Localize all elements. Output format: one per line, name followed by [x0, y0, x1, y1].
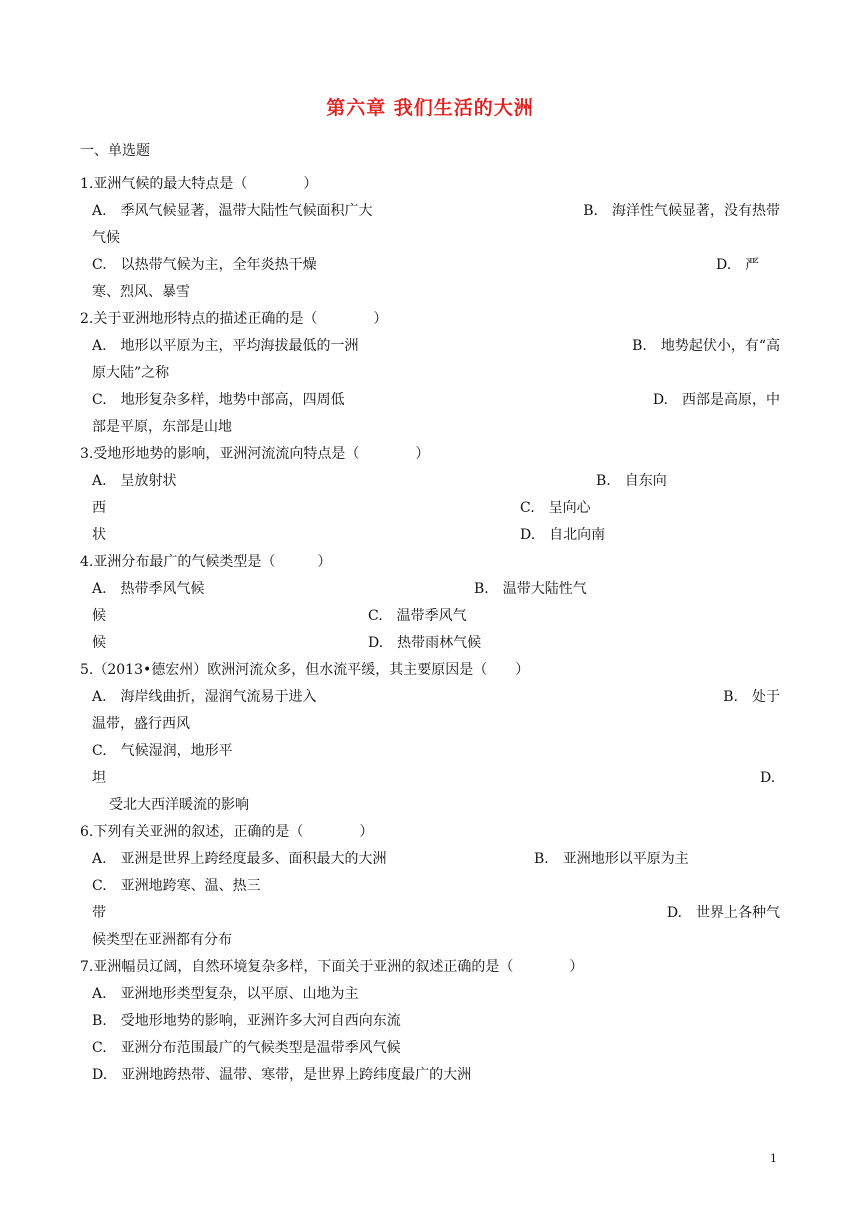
- question-text: 3.受地形地势的影响，亚洲河流流向特点是（ ）: [80, 446, 430, 462]
- option-d: D. 热带雨林气候: [368, 635, 482, 651]
- option-a: A. 热带季风气候: [92, 581, 205, 597]
- option-b: B. 自东向: [596, 473, 667, 489]
- question-1-row-4: [80, 282, 780, 302]
- question-6-row-3: [80, 903, 780, 923]
- question-5-row-1: [80, 687, 780, 707]
- question-7-stem: [80, 957, 780, 977]
- option-c: C. 温带季风气: [368, 608, 467, 624]
- question-7-row-3: [80, 1038, 780, 1058]
- question-5-row-3: [80, 741, 780, 761]
- option-d: D. 亚洲地跨热带、温带、寒带，是世界上跨纬度最广的大洲: [92, 1067, 472, 1083]
- question-text: 4.亚洲分布最广的气候类型是（ ）: [80, 554, 332, 570]
- option-b-cont: 候: [92, 608, 106, 624]
- question-text: 6.下列有关亚洲的叙述，正确的是（ ）: [80, 824, 374, 840]
- option-c: C. 亚洲分布范围最广的气候类型是温带季风气候: [92, 1040, 401, 1056]
- question-1-row-2: [80, 228, 780, 248]
- question-7-row-2: [80, 1011, 780, 1031]
- question-2-stem: [80, 309, 780, 329]
- section-label: 一、单选题: [80, 143, 150, 159]
- option-d: D. 西部是高原，中: [652, 392, 780, 408]
- option-c: C. 以热带气候为主，全年炎热干燥: [92, 257, 317, 273]
- option-b: B. 处于: [723, 689, 780, 705]
- option-d: D. 自北向南: [520, 527, 606, 543]
- option-d-cont: 寒、烈风、暴雪: [92, 284, 190, 300]
- option-b-cont: 温带，盛行西风: [92, 716, 190, 732]
- question-5-row-2: [80, 714, 780, 734]
- question-2-row-4: [80, 417, 780, 437]
- question-text: 2.关于亚洲地形特点的描述正确的是（ ）: [80, 311, 388, 327]
- option-b: B. 海洋性气候显著，没有热带: [583, 203, 780, 219]
- option-d-cont: 部是平原，东部是山地: [92, 419, 232, 435]
- option-a: A. 地形以平原为主，平均海拔最低的一洲: [92, 338, 359, 354]
- option-c-cont: 带: [92, 905, 106, 921]
- question-1-row-3: [80, 255, 780, 275]
- question-3-row-2: [80, 498, 780, 518]
- option-d: D. 严: [716, 257, 760, 273]
- question-text: 7.亚洲幅员辽阔，自然环境复杂多样，下面关于亚洲的叙述正确的是（ ）: [80, 959, 584, 975]
- question-2-row-2: [80, 363, 780, 383]
- question-3-stem: [80, 444, 780, 464]
- option-d: D. 世界上各种气: [666, 905, 780, 921]
- question-5-stem: [80, 660, 780, 680]
- option-b-cont: 原大陆”之称: [92, 365, 170, 381]
- section-heading: [80, 141, 780, 161]
- question-4-stem: [80, 552, 780, 572]
- option-a: A. 呈放射状: [92, 473, 177, 489]
- option-a: A. 亚洲地形类型复杂，以平原、山地为主: [92, 986, 359, 1002]
- option-d-cont: 受北大西洋暖流的影响: [109, 797, 249, 813]
- option-b: B. 地势起伏小，有“高: [632, 338, 780, 354]
- question-5-row-5: [80, 795, 780, 815]
- question-4-row-3: [80, 633, 780, 653]
- question-6-row-4: [80, 930, 780, 950]
- option-a: A. 季风气候显著，温带大陆性气候面积广大: [92, 203, 373, 219]
- option-d-cont: 候类型在亚洲都有分布: [92, 932, 232, 948]
- option-b: B. 受地形地势的影响，亚洲许多大河自西向东流: [92, 1013, 401, 1029]
- question-text: 1.亚洲气候的最大特点是（ ）: [80, 176, 318, 192]
- option-c-cont: 状: [92, 527, 106, 543]
- option-d: D.: [760, 770, 776, 786]
- question-3-row-1: [80, 471, 780, 491]
- option-b: B. 亚洲地形以平原为主: [534, 851, 689, 867]
- question-1-stem: [80, 174, 780, 194]
- question-5-row-4: [80, 768, 780, 788]
- option-c: C. 地形复杂多样，地势中部高，四周低: [92, 392, 345, 408]
- question-3-row-3: [80, 525, 780, 545]
- question-1-row-1: [80, 201, 780, 221]
- page-title: 第六章 我们生活的大洲: [326, 97, 534, 119]
- question-2-row-3: [80, 390, 780, 410]
- question-4-row-1: [80, 579, 780, 599]
- option-c-cont: 候: [92, 635, 106, 651]
- question-6-row-1: [80, 849, 780, 869]
- option-a: A. 海岸线曲折，湿润气流易于进入: [92, 689, 317, 705]
- question-6-row-2: [80, 876, 780, 896]
- question-7-row-4: [80, 1065, 780, 1085]
- option-b-cont: 西: [92, 500, 106, 516]
- option-b: B. 温带大陆性气: [474, 581, 587, 597]
- option-c-cont: 坦: [92, 770, 106, 786]
- option-b-cont: 气候: [92, 230, 120, 246]
- question-7-row-1: [80, 984, 780, 1004]
- option-c: C. 呈向心: [520, 500, 591, 516]
- page-number: 1: [770, 1152, 777, 1165]
- option-a: A. 亚洲是世界上跨经度最多、面积最大的大洲: [92, 851, 387, 867]
- question-6-stem: [80, 822, 780, 842]
- question-4-row-2: [80, 606, 780, 626]
- option-c: C. 气候湿润，地形平: [92, 743, 233, 759]
- question-2-row-1: [80, 336, 780, 356]
- question-text: 5.（2013•德宏州）欧洲河流众多，但水流平缓，其主要原因是（ ）: [80, 662, 530, 678]
- option-c: C. 亚洲地跨寒、温、热三: [92, 878, 261, 894]
